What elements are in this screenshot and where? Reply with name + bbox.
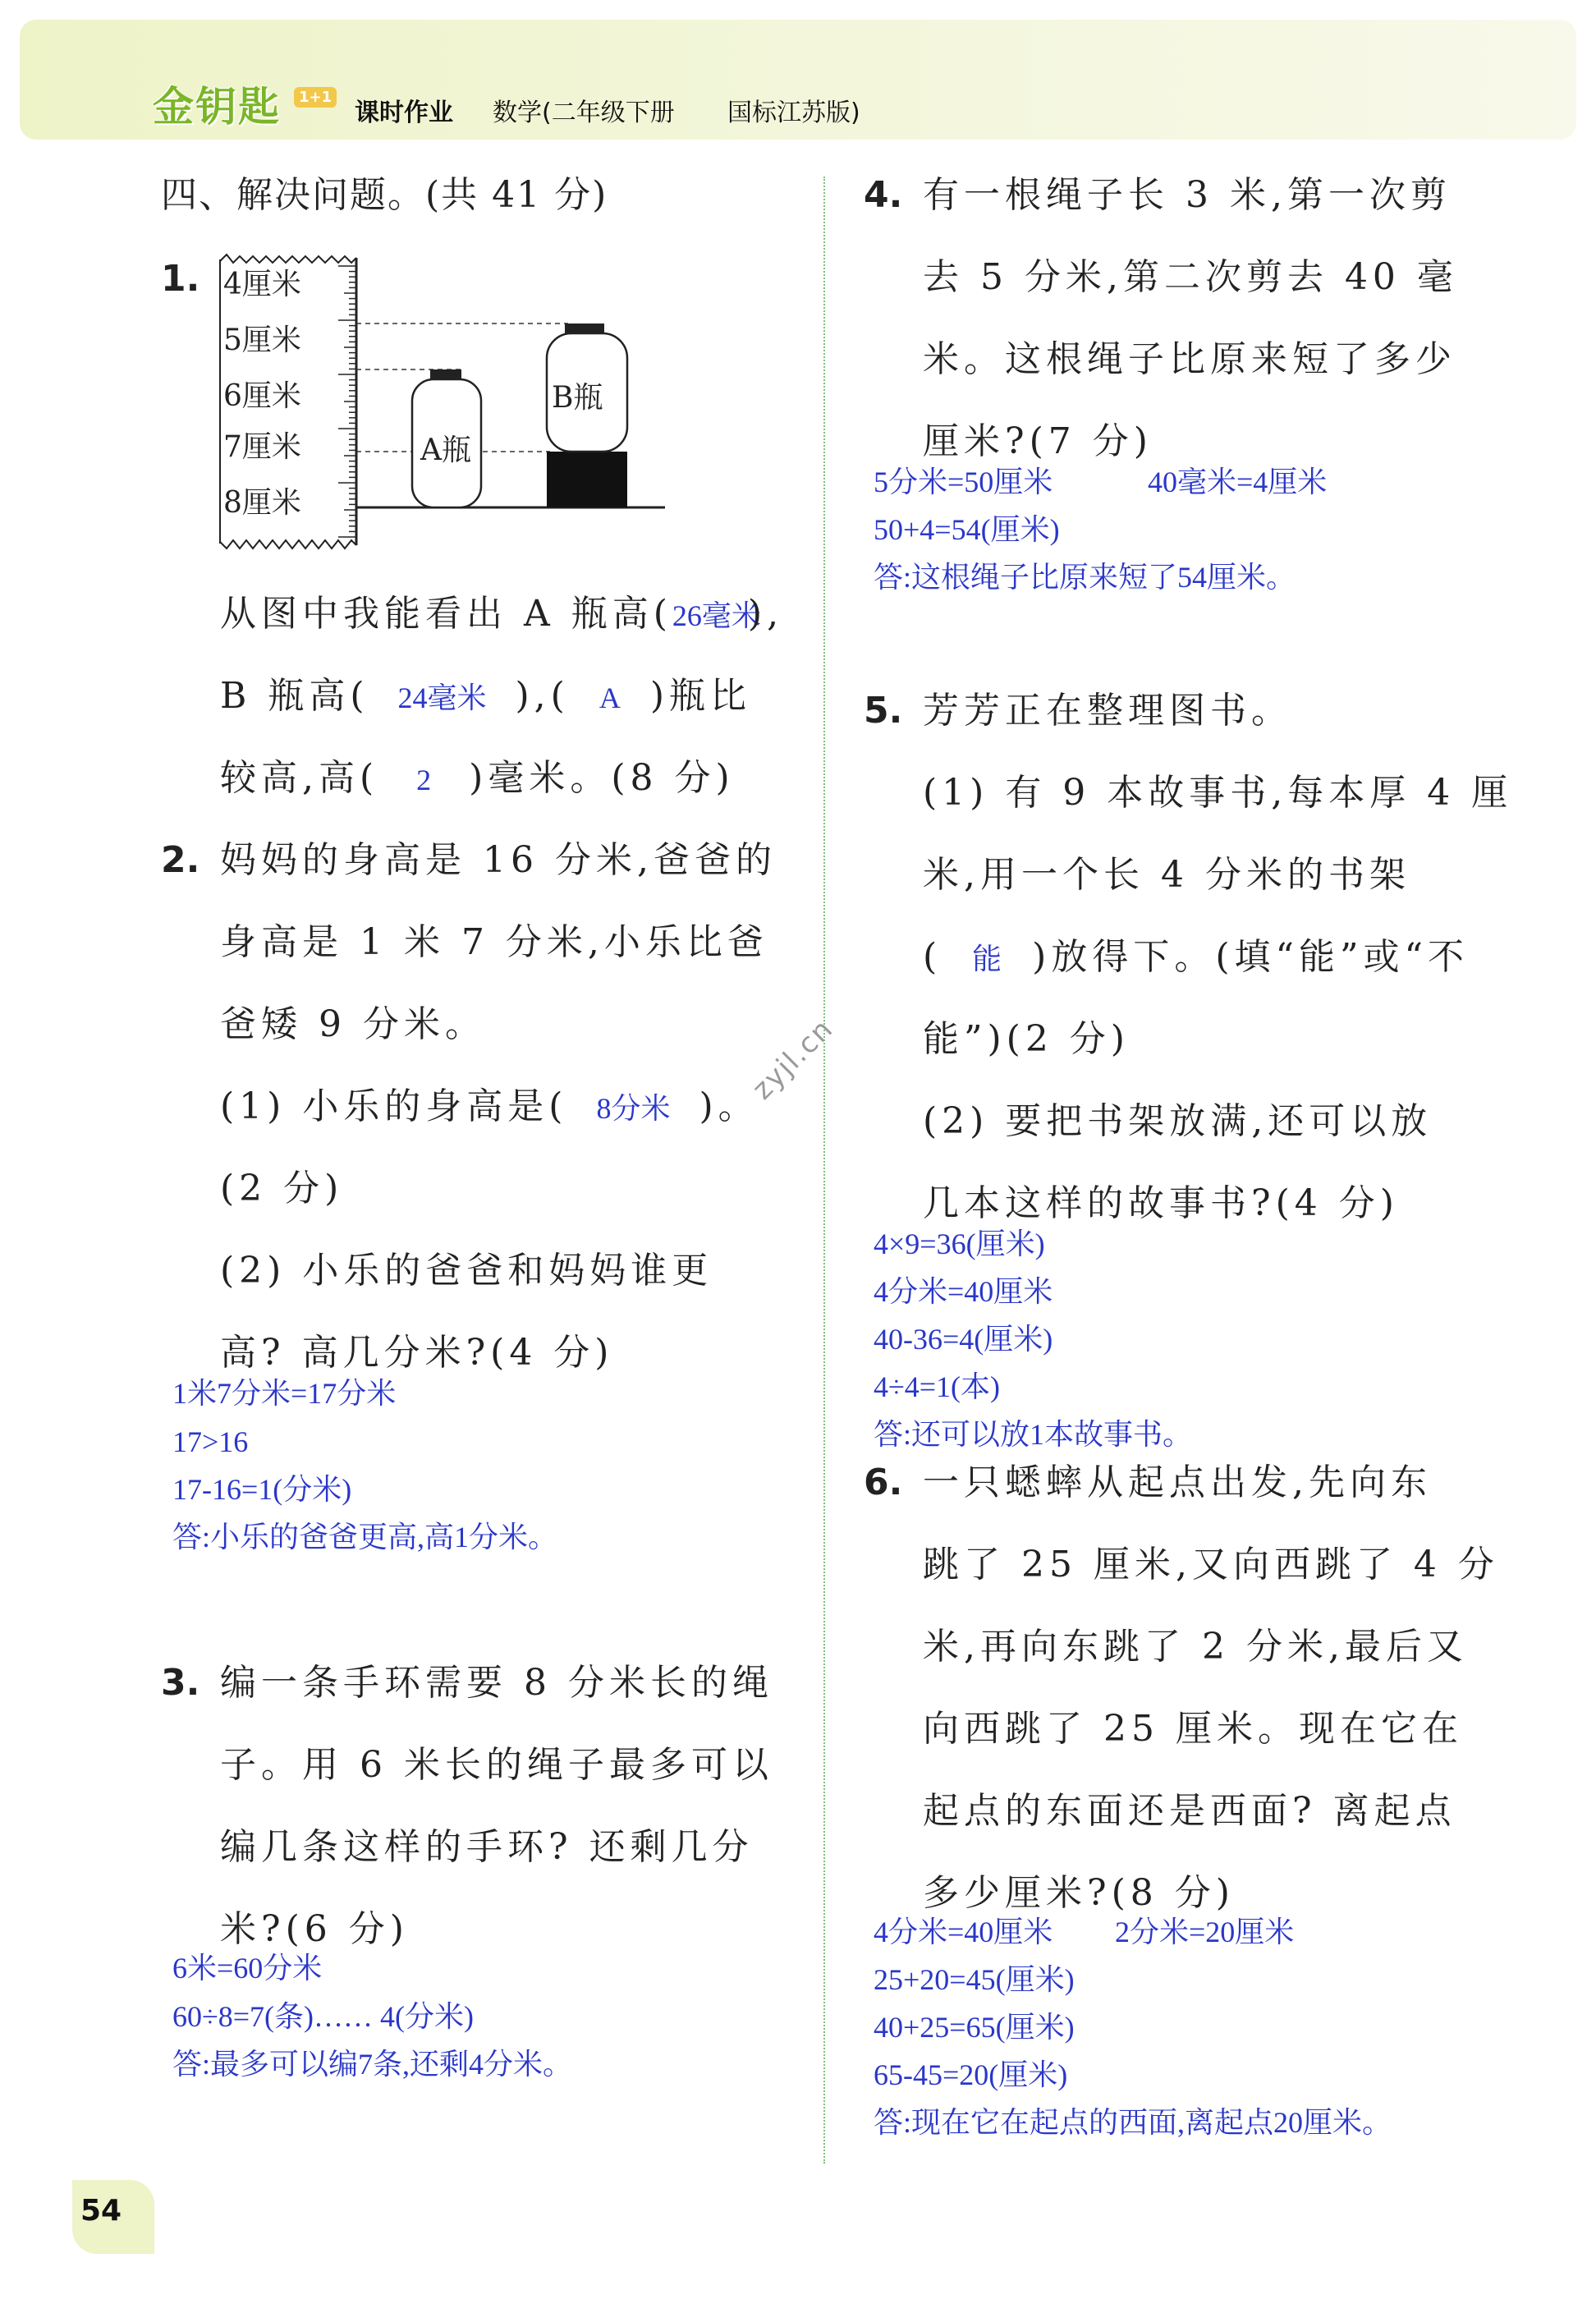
q4-work-1a: 5分米=50厘米 [874, 466, 1053, 498]
q6-line4: 向西跳了 25 厘米。现在它在 [923, 1708, 1463, 1750]
q2-work-answer: 答:小乐的爸爸更高,高1分米。 [172, 1521, 558, 1553]
brand-tag: 1+1 [294, 87, 337, 108]
q1-answer-b-height[interactable]: 24毫米 [397, 681, 487, 714]
q1-answer-diff[interactable]: 2 [416, 764, 432, 796]
ruler-label-5cm: 5厘米 [223, 324, 301, 357]
q5-part1-line2: 米,用一个长 4 分米的书架 [923, 854, 1410, 896]
bottle-a-label: A瓶 [420, 434, 471, 467]
q6-line2: 跳了 25 厘米,又向西跳了 4 分 [923, 1544, 1499, 1585]
q6-line5: 起点的东面还是西面? 离起点 [923, 1790, 1456, 1832]
q2-part1-post: )。 [699, 1085, 759, 1127]
q5-part1-answer[interactable]: 能 [972, 943, 1002, 975]
q2-part1 [220, 1082, 759, 1133]
q5-part2-line1: (2) 要把书架放满,还可以放 [923, 1100, 1433, 1142]
q6-work-1b: 2分米=20厘米 [1115, 1916, 1295, 1948]
q1-line2-mid: ),( [515, 675, 570, 717]
bottle-a [412, 369, 481, 507]
q3-line1: 编一条手环需要 8 分米长的绳 [220, 1662, 773, 1704]
brand-logo: 金钥匙 [153, 83, 281, 131]
q2-part1-score: (2 分) [220, 1168, 344, 1209]
bottle-b-stand [547, 452, 627, 507]
q1-number: 1. [161, 258, 200, 300]
q1-line2-text: B 瓶高( [220, 675, 369, 717]
q1-line3 [220, 754, 735, 805]
bottle-b [547, 324, 627, 452]
q5-work-answer: 答:还可以放1本故事书。 [874, 1418, 1193, 1451]
q6-line3: 米,再向东跳了 2 分米,最后又 [923, 1626, 1468, 1668]
q2-work-2: 17>16 [172, 1425, 249, 1458]
q5-part1-line3-pre: ( [923, 936, 942, 978]
q2-part1-text: (1) 小乐的身高是( [220, 1085, 568, 1127]
q4-line2: 去 5 分米,第二次剪去 40 毫 [923, 256, 1458, 298]
q3-number: 3. [161, 1662, 200, 1704]
q6-work-answer: 答:现在它在起点的西面,离起点20厘米。 [874, 2106, 1392, 2139]
q6-work-1a: 4分米=40厘米 [874, 1916, 1053, 1948]
q1-line3-text: 较高,高( [220, 757, 379, 799]
q6-line1: 一只蟋蟀从起点出发,先向东 [923, 1462, 1432, 1503]
q6-line6: 多少厘米?(8 分) [923, 1872, 1235, 1914]
q4-line4: 厘米?(7 分) [923, 420, 1153, 462]
q2-number: 2. [161, 839, 200, 881]
q5-work-1: 4×9=36(厘米) [874, 1228, 1045, 1260]
q1-ruler-bottle-figure [215, 253, 675, 558]
q1-answer-a-height[interactable]: 26毫米 [672, 599, 761, 632]
q5-intro: 芳芳正在整理图书。 [923, 690, 1292, 732]
q6-work-4: 65-45=20(厘米) [874, 2058, 1068, 2091]
q3-line3: 编几条这样的手环? 还剩几分 [220, 1826, 754, 1868]
header-edition: 国标江苏版) [727, 99, 860, 127]
q5-work-4: 4÷4=1(本) [874, 1370, 1001, 1403]
q4-line3: 米。这根绳子比原来短了多少 [923, 338, 1456, 380]
q6-number: 6. [864, 1462, 903, 1503]
q2-work-1: 1米7分米=17分米 [172, 1377, 397, 1410]
q2-line3: 爸矮 9 分米。 [220, 1003, 486, 1045]
q3-line2: 子。用 6 米长的绳子最多可以 [220, 1744, 773, 1786]
q1-line1-post: ), [747, 593, 784, 635]
q5-work-3: 40-36=4(厘米) [874, 1323, 1053, 1356]
q6-work-2: 25+20=45(厘米) [874, 1963, 1075, 1996]
q2-part2-line1: (2) 小乐的爸爸和妈妈谁更 [220, 1250, 713, 1292]
q4-line1: 有一根绳子长 3 米,第一次剪 [923, 174, 1452, 216]
q1-line2-post: )瓶比 [649, 675, 751, 717]
q1-line3-post: )毫米。(8 分) [469, 757, 735, 799]
q5-part1-line3-post: )放得下。(填“能”或“不 [1032, 936, 1469, 978]
section-title: 四、解决问题。(共 41 分) [161, 174, 608, 216]
q4-work-answer: 答:这根绳子比原来短了54厘米。 [874, 561, 1296, 594]
q5-number: 5. [864, 690, 903, 732]
q3-work-2: 60÷8=7(条)…… 4(分米) [172, 2000, 475, 2033]
ruler [220, 255, 356, 548]
q5-part2-line2: 几本这样的故事书?(4 分) [923, 1182, 1399, 1224]
q4-number: 4. [864, 174, 903, 216]
q2-work-3: 17-16=1(分米) [172, 1473, 352, 1506]
header-subject: 数学(二年级下册 [493, 99, 675, 127]
q5-part1-line3 [923, 933, 1469, 984]
q2-line1: 妈妈的身高是 16 分米,爸爸的 [220, 839, 777, 881]
ruler-label-6cm: 6厘米 [223, 379, 301, 413]
ruler-label-4cm: 4厘米 [223, 268, 301, 301]
q5-part1-line4: 能”)(2 分) [923, 1018, 1130, 1060]
q1-line1 [220, 590, 783, 640]
watermark: zyjl.cn [745, 1012, 841, 1107]
q3-work-1: 6米=60分米 [172, 1952, 323, 1985]
q2-line2: 身高是 1 米 7 分米,小乐比爸 [220, 921, 768, 963]
q4-work-1b: 40毫米=4厘米 [1148, 466, 1328, 498]
page-number: 54 [80, 2194, 122, 2228]
ruler-label-8cm: 8厘米 [223, 486, 301, 520]
header-series: 课时作业 [355, 99, 453, 127]
q5-part1-line1: (1) 有 9 本故事书,每本厚 4 厘 [923, 772, 1513, 814]
q3-work-answer: 答:最多可以编7条,还剩4分米。 [172, 2048, 573, 2081]
q1-answer-taller[interactable]: A [598, 681, 621, 714]
bottle-b-label: B瓶 [552, 381, 603, 415]
ruler-label-7cm: 7厘米 [223, 430, 301, 464]
q6-work-3: 40+25=65(厘米) [874, 2011, 1075, 2044]
q1-line2 [220, 672, 751, 723]
column-divider [823, 177, 825, 2164]
q2-part1-answer[interactable]: 8分米 [596, 1092, 671, 1125]
q1-line1-text: 从图中我能看出 A 瓶高( [220, 593, 672, 635]
q2-part2-line2: 高? 高几分米?(4 分) [220, 1332, 614, 1374]
q3-line4: 米?(6 分) [220, 1908, 409, 1950]
q5-work-2: 4分米=40厘米 [874, 1275, 1053, 1308]
q4-work-2: 50+4=54(厘米) [874, 513, 1060, 546]
